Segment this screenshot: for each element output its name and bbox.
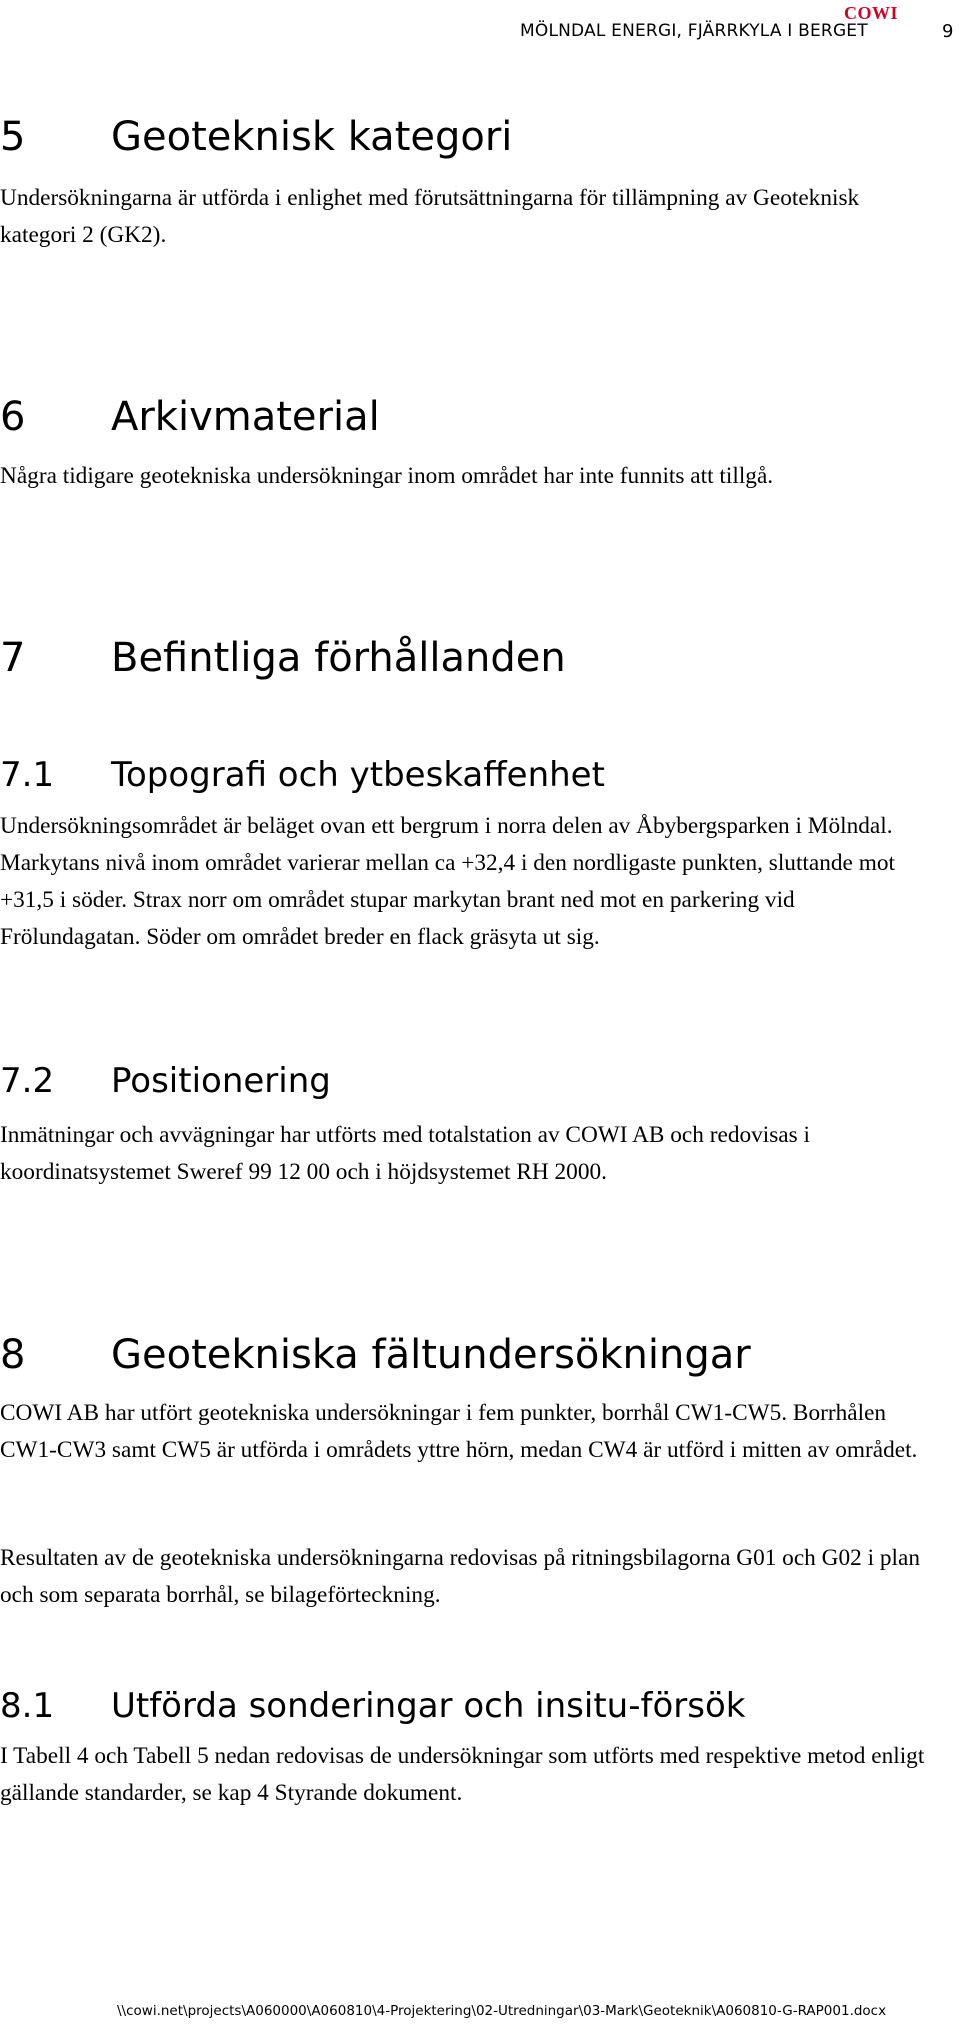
heading-section-8 [0, 1331, 751, 1379]
heading-title: Topografi och ytbeskaffenhet [111, 755, 605, 795]
heading-title: Positionering [111, 1061, 331, 1101]
heading-title: Geoteknisk kategori [111, 114, 513, 160]
paragraph-section-8-1-body: I Tabell 4 och Tabell 5 nedan redovisas de undersökningar som utförts med respektive metod enligt gällande standarder, se kap 4 Styrande dokument. [0, 1743, 925, 1806]
company-logo: COWI [844, 3, 899, 23]
heading-section-6 [0, 393, 380, 441]
page-number: 9 [942, 21, 954, 42]
heading-number: 5 [0, 114, 26, 160]
heading-title: Geotekniska fältundersökningar [111, 1332, 751, 1378]
heading-title: Arkivmaterial [111, 394, 380, 440]
running-title: MÖLNDAL ENERGI, FJÄRRKYLA I BERGET [520, 21, 868, 41]
paragraph-section-8-2: Resultaten av de geotekniska undersökningarna redovisas på ritningsbilagorna G01 och G02 i plan och som separata borrhål, se bilageförteckning. [0, 1545, 920, 1608]
heading-number: 7.1 [0, 755, 55, 795]
heading-section-5 [0, 113, 512, 161]
paragraph-section-5: Undersökningarna är utförda i enlighet med förutsättningarna för tillämpning av Geoteknisk kategori 2 (GK2). [0, 185, 860, 248]
heading-number: 8.1 [0, 1686, 55, 1726]
footer-file-path: \\cowi.net\projects\A060000\A060810\4-Projektering\02-Utredningar\03-Mark\Geoteknik\A060810-G-RAP001.docx [117, 2003, 887, 2019]
paragraph-section-7-2: Inmätningar och avvägningar har utförts med totalstation av COWI AB och redovisas i koordinatsystemet Sweref 99 12 00 och i höjdsystemet RH 2000. [0, 1122, 811, 1185]
heading-number: 8 [0, 1332, 26, 1378]
heading-section-7-1 [0, 755, 605, 795]
heading-section-7-2 [0, 1061, 331, 1101]
heading-title: Befintliga förhållanden [111, 635, 566, 681]
paragraph-section-6: Några tidigare geotekniska undersökningar inom området har inte funnits att tillgå. [0, 463, 774, 489]
heading-number: 7 [0, 635, 26, 681]
heading-number: 7.2 [0, 1061, 55, 1101]
paragraph-section-7-1: Undersökningsområdet är beläget ovan ett bergrum i norra delen av Åbybergsparken i Mölndal. Markytans nivå inom området varierar mellan ca +32,4 i den nordligaste punkten, sluttande mot +31,5 i söder. Strax norr om området stupar markytan brant ned mot en parkering vid Frölundagatan. Söder om området breder en flack gräsyta ut sig. [0, 813, 895, 950]
heading-section-8-1 [0, 1686, 745, 1726]
heading-title: Utförda sonderingar och insitu-försök [111, 1686, 746, 1726]
heading-section-7 [0, 634, 566, 682]
paragraph-section-8-1: COWI AB har utfört geotekniska undersökningar i fem punkter, borrhål CW1-CW5. Borrhålen CW1-CW3 samt CW5 är utförda i områdets yttre hörn, medan CW4 är utförd i mitten av området. [0, 1400, 918, 1463]
heading-number: 6 [0, 394, 26, 440]
